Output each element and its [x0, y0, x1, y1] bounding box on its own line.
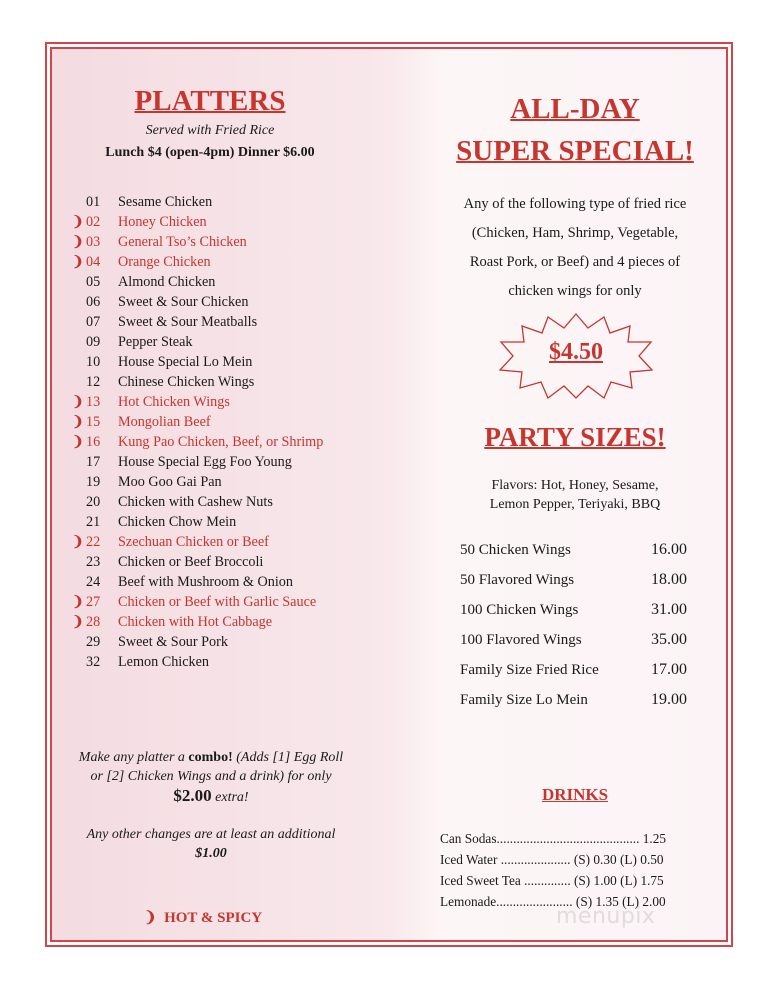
platter-name: Sweet & Sour Meatballs: [118, 314, 258, 330]
platter-item: [86, 412, 211, 432]
party-item-price: 18.00: [651, 571, 687, 588]
platter-name: Kung Pao Chicken, Beef, or Shrimp: [118, 434, 324, 450]
platter-number: 24: [86, 574, 101, 590]
party-item-name: Family Size Fried Rice: [460, 662, 599, 678]
party-item-name: 100 Chicken Wings: [460, 602, 579, 618]
platter-number: 23: [86, 554, 101, 570]
party-item: [460, 629, 700, 651]
platter-item: [86, 572, 293, 592]
platter-number: 05: [86, 274, 101, 290]
platter-name: Almond Chicken: [118, 274, 216, 290]
special-desc-line: Roast Pork, or Beef) and 4 pieces of: [469, 254, 681, 270]
platter-item: [86, 212, 207, 232]
special-title-line: SUPER SPECIAL!: [456, 135, 694, 167]
platter-name: Chinese Chicken Wings: [118, 374, 255, 390]
party-item-price: 19.00: [651, 691, 687, 708]
platter-item: [86, 652, 209, 672]
platter-item: [86, 612, 272, 632]
platter-number: 02: [86, 214, 101, 230]
drink-item: Iced Water ..................... (S) 0.30 (L) 0.50: [440, 852, 664, 867]
special-price: $4.50: [549, 339, 603, 365]
platter-number: 04: [86, 254, 101, 270]
party-item-name: Family Size Lo Mein: [460, 692, 588, 708]
flavors-list: [440, 476, 710, 514]
platter-name: Chicken with Cashew Nuts: [118, 494, 273, 510]
platter-name: Lemon Chicken: [118, 654, 210, 670]
platter-name: Sweet & Sour Pork: [118, 634, 228, 650]
platter-item: [86, 352, 252, 372]
platter-number: 06: [86, 294, 101, 310]
platter-item: [86, 272, 215, 292]
party-item-price: 17.00: [651, 661, 687, 678]
platter-item: [86, 492, 273, 512]
party-item: [460, 599, 700, 621]
platter-number: 03: [86, 234, 101, 250]
platter-number: 16: [86, 434, 101, 450]
platter-name: Pepper Steak: [118, 334, 193, 350]
flavors-line: Flavors: Hot, Honey, Sesame,: [491, 478, 659, 493]
platter-name: Chicken Chow Mein: [118, 514, 237, 530]
combo-text: extra!: [211, 790, 249, 805]
changes-price: $1.00: [195, 846, 227, 861]
platter-number: 19: [86, 474, 101, 490]
platter-number: 28: [86, 614, 101, 630]
platter-name: Orange Chicken: [118, 254, 211, 270]
changes-note: [72, 825, 350, 863]
combo-word: combo!: [188, 750, 233, 765]
platter-item: [86, 592, 316, 612]
special-description: [430, 190, 720, 306]
platter-name: Honey Chicken: [118, 214, 207, 230]
platter-number: 21: [86, 514, 101, 530]
platter-number: 17: [86, 454, 101, 470]
party-item-price: 31.00: [651, 601, 687, 618]
legend-label: HOT & SPICY: [164, 910, 263, 926]
platter-number: 20: [86, 494, 101, 510]
platter-name: House Special Egg Foo Young: [118, 454, 292, 470]
combo-text: (Adds [1] Egg Roll or [2] Chicken Wings and a drink) for only: [90, 750, 344, 784]
party-item-price: 35.00: [651, 631, 687, 648]
drink-item: Iced Sweet Tea .............. (S) 1.00 (L) 1.75: [440, 873, 664, 888]
party-item-name: 50 Chicken Wings: [460, 542, 571, 558]
platter-number: 32: [86, 654, 101, 670]
combo-price: $2.00: [173, 786, 212, 805]
special-desc-line: chicken wings for only: [508, 283, 642, 299]
platter-name: Sesame Chicken: [118, 194, 213, 210]
watermark: menupix: [556, 904, 656, 929]
drink-item: Lemonade....................... (S) 1.35 (L) 2.00: [440, 894, 666, 909]
platter-item: [86, 552, 263, 572]
platter-name: House Special Lo Mein: [118, 354, 253, 370]
platter-name: Beef with Mushroom & Onion: [118, 574, 293, 590]
platter-name: Chicken or Beef Broccoli: [118, 554, 264, 570]
drinks-title: DRINKS: [541, 785, 609, 804]
drink-item: Can Sodas........................................... 1.25: [440, 831, 667, 846]
platter-name: Chicken or Beef with Garlic Sauce: [118, 594, 317, 610]
platter-item: [86, 632, 228, 652]
combo-text: Make any platter a: [78, 750, 189, 765]
platter-item: [86, 512, 236, 532]
platter-item: [86, 432, 323, 452]
platter-item: [86, 332, 192, 352]
platter-number: 27: [86, 594, 101, 610]
platter-item: [86, 232, 247, 252]
platter-number: 29: [86, 634, 101, 650]
platter-number: 22: [86, 534, 101, 550]
party-item: [460, 539, 700, 561]
platter-item: [86, 312, 257, 332]
platter-name: Szechuan Chicken or Beef: [118, 534, 269, 550]
platter-number: 10: [86, 354, 101, 370]
party-item-price: 16.00: [651, 541, 687, 558]
platters-title: PLATTERS: [134, 85, 286, 117]
special-title: [430, 88, 720, 172]
party-item: [460, 689, 700, 711]
party-item: [460, 659, 700, 681]
platter-name: Moo Goo Gai Pan: [118, 474, 222, 490]
platters-price-line: Lunch $4 (open-4pm) Dinner $6.00: [105, 145, 315, 160]
party-item-name: 100 Flavored Wings: [460, 632, 582, 648]
special-desc-line: Any of the following type of fried rice: [463, 196, 687, 212]
special-title-line: ALL-DAY: [510, 93, 640, 125]
platter-item: [86, 192, 212, 212]
platter-item: [86, 372, 254, 392]
platter-item: [86, 472, 222, 492]
platter-name: General Tso’s Chicken: [118, 234, 247, 250]
combo-note: [72, 748, 350, 807]
flavors-line: Lemon Pepper, Teriyaki, BBQ: [489, 497, 661, 512]
platter-number: 15: [86, 414, 101, 430]
platter-name: Mongolian Beef: [118, 414, 211, 430]
platter-item: [86, 452, 292, 472]
changes-text: Any other changes are at least an additional: [86, 827, 336, 842]
party-sizes-title: PARTY SIZES!: [484, 422, 666, 452]
platters-subtitle: Served with Fried Rice: [145, 123, 275, 138]
platter-number: 07: [86, 314, 101, 330]
platter-number: 13: [86, 394, 101, 410]
party-item: [460, 569, 700, 591]
hot-spicy-legend: [144, 908, 262, 927]
platter-name: Chicken with Hot Cabbage: [118, 614, 273, 630]
platter-number: 01: [86, 194, 101, 210]
special-desc-line: (Chicken, Ham, Shrimp, Vegetable,: [471, 225, 679, 241]
platter-item: [86, 532, 269, 552]
platter-item: [86, 252, 211, 272]
platter-item: [86, 292, 248, 312]
chili-pepper-icon: ❩: [144, 910, 157, 926]
platter-name: Sweet & Sour Chicken: [118, 294, 249, 310]
platter-name: Hot Chicken Wings: [118, 394, 230, 410]
party-item-name: 50 Flavored Wings: [460, 572, 575, 588]
platter-number: 09: [86, 334, 101, 350]
platter-number: 12: [86, 374, 101, 390]
platter-item: [86, 392, 230, 412]
